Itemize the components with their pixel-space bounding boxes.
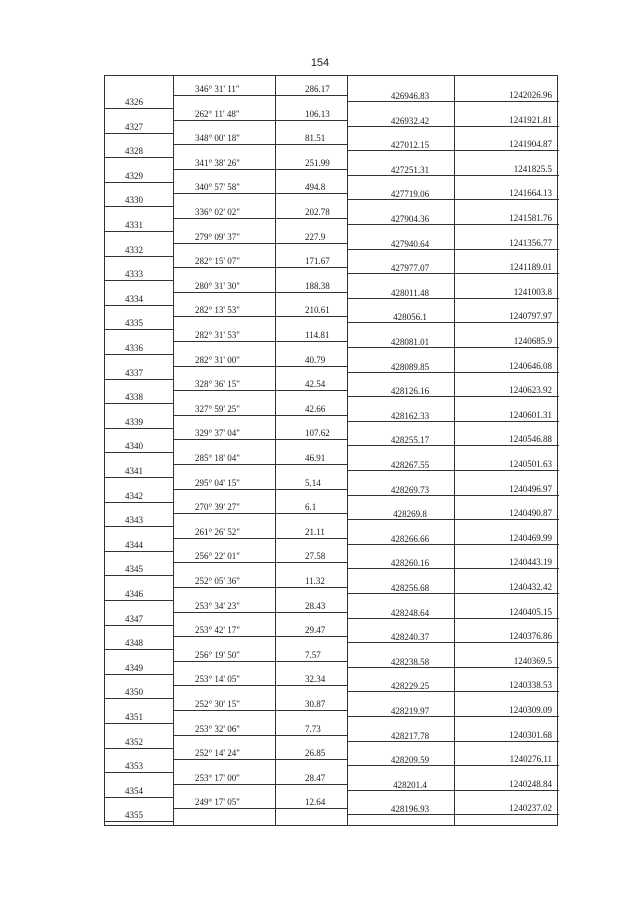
row-divider [347, 175, 559, 176]
point-id: 4329 [125, 170, 143, 181]
northing-value: 428266.66 [390, 533, 430, 544]
row-divider [347, 691, 559, 692]
easting-value: 1240376.86 [509, 631, 552, 642]
bearing-value: 328° 36' 15" [195, 379, 240, 390]
point-id: 4341 [125, 466, 143, 476]
point-id: 4340 [125, 441, 143, 452]
row-divider [173, 562, 347, 563]
northing-value: 428248.64 [390, 607, 430, 618]
row-divider [173, 464, 347, 465]
row-divider [173, 636, 347, 637]
row-divider [105, 674, 173, 675]
easting-value: 1240405.15 [509, 606, 552, 617]
northing-value: 428240.37 [390, 632, 430, 643]
northing-value: 428089.85 [390, 361, 430, 372]
easting-value: 1242026.96 [509, 90, 552, 100]
distance-value: 32.34 [305, 674, 326, 685]
row-divider [347, 298, 559, 299]
row-divider [105, 821, 173, 822]
northing-value: 426946.83 [390, 91, 430, 101]
row-divider [105, 280, 173, 281]
northing-value: 428201.4 [393, 779, 427, 790]
point-id: 4330 [125, 195, 143, 206]
bearing-value: 279° 09' 37" [195, 231, 240, 242]
row-divider [347, 322, 559, 323]
distance-value: 494.8 [305, 182, 326, 193]
row-divider [173, 513, 347, 514]
row-divider [173, 415, 347, 416]
row-divider [173, 144, 347, 145]
distance-value: 5.14 [305, 477, 321, 488]
row-divider [347, 667, 559, 668]
row-divider [173, 95, 347, 96]
bearing-value: 262° 11' 48" [195, 108, 240, 119]
row-divider [173, 612, 347, 613]
easting-value: 1240469.99 [509, 532, 552, 543]
row-divider [347, 814, 559, 815]
row-divider [173, 661, 347, 662]
row-divider [173, 292, 347, 293]
row-divider [347, 618, 559, 619]
easting-value: 1241825.5 [513, 163, 552, 174]
northing-value: 428260.16 [390, 558, 430, 569]
bearing-value: 348° 00' 18" [195, 133, 240, 144]
bearing-value: 282° 31' 00" [195, 354, 240, 365]
bearing-value: 252° 14' 24" [195, 748, 240, 759]
bearing-value: 282° 13' 53" [195, 305, 240, 316]
distance-value: 107.62 [305, 428, 330, 439]
row-divider [105, 157, 173, 158]
easting-value: 1240432.42 [509, 582, 552, 592]
row-divider [173, 439, 347, 440]
page-number: 154 [310, 57, 330, 69]
easting-value: 1240501.63 [509, 459, 552, 469]
easting-value: 1240301.68 [509, 729, 552, 740]
distance-value: 227.9 [305, 231, 326, 242]
point-id: 4328 [125, 146, 143, 157]
row-divider [105, 379, 173, 380]
point-id: 4349 [125, 662, 143, 673]
northing-value: 428126.16 [390, 386, 430, 397]
easting-value: 1241581.76 [509, 213, 552, 223]
distance-value: 286.17 [305, 84, 330, 94]
row-divider [105, 600, 173, 601]
row-divider [173, 169, 347, 170]
row-divider [105, 772, 173, 773]
point-id: 4352 [125, 736, 143, 747]
point-id: 4339 [125, 416, 143, 427]
easting-value: 1241189.01 [509, 262, 552, 273]
row-divider [173, 808, 347, 809]
point-id: 4347 [125, 613, 143, 624]
distance-value: 188.38 [305, 280, 330, 291]
row-divider [105, 698, 173, 699]
row-divider [173, 710, 347, 711]
bearing-value: 253° 17' 00" [195, 772, 240, 783]
bearing-value: 253° 32' 06" [195, 723, 240, 734]
row-divider [347, 372, 559, 373]
easting-value: 1240309.09 [509, 705, 552, 715]
northing-value: 426932.42 [390, 115, 430, 126]
row-divider [173, 366, 347, 367]
point-id: 4355 [125, 810, 143, 821]
distance-value: 11.32 [305, 576, 325, 586]
bearing-value: 341° 38' 26" [195, 157, 240, 168]
northing-value: 427719.06 [390, 189, 430, 200]
distance-value: 27.58 [305, 551, 326, 562]
bearing-value: 253° 14' 05" [195, 674, 240, 685]
row-divider [105, 403, 173, 404]
row-divider [173, 759, 347, 760]
distance-value: 202.78 [305, 207, 330, 217]
column-divider [347, 76, 348, 825]
row-divider [347, 593, 559, 594]
bearing-value: 282° 31' 53" [195, 330, 240, 340]
row-divider [105, 329, 173, 330]
row-divider [347, 495, 559, 496]
row-divider [347, 224, 559, 225]
row-divider [173, 685, 347, 686]
bearing-value: 329° 37' 04" [195, 428, 240, 439]
point-id: 4335 [125, 318, 143, 329]
bearing-value: 346° 31' 11" [195, 84, 240, 94]
distance-value: 251.99 [305, 157, 330, 168]
row-divider [347, 421, 559, 422]
distance-value: 29.47 [305, 625, 326, 636]
point-id: 4345 [125, 564, 143, 575]
distance-value: 106.13 [305, 108, 330, 119]
row-divider [173, 267, 347, 268]
row-divider [105, 133, 173, 134]
row-divider [173, 390, 347, 391]
bearing-value: 252° 05' 36" [195, 576, 240, 586]
distance-value: 210.61 [305, 305, 330, 316]
row-divider [347, 790, 559, 791]
row-divider [347, 544, 559, 545]
row-divider [173, 120, 347, 121]
row-divider [105, 526, 173, 527]
point-id: 4337 [125, 367, 143, 378]
point-id: 4350 [125, 687, 143, 698]
row-divider [173, 218, 347, 219]
bearing-value: 340° 57' 58" [195, 182, 240, 193]
row-divider [347, 716, 559, 717]
row-divider [105, 108, 173, 109]
point-id: 4351 [125, 712, 143, 722]
row-divider [347, 642, 559, 643]
row-divider [347, 519, 559, 520]
row-divider [173, 587, 347, 588]
row-divider [105, 625, 173, 626]
row-divider [105, 354, 173, 355]
point-id: 4334 [125, 293, 143, 304]
point-id: 4353 [125, 761, 143, 772]
row-divider [105, 502, 173, 503]
northing-value: 428209.59 [390, 755, 430, 766]
easting-value: 1240276.11 [509, 754, 552, 765]
bearing-value: 282° 15' 07" [195, 256, 240, 267]
row-divider [105, 206, 173, 207]
distance-value: 7.57 [305, 649, 321, 660]
row-divider [347, 568, 559, 569]
point-id: 4338 [125, 392, 143, 403]
row-divider [173, 243, 347, 244]
distance-value: 30.87 [305, 699, 326, 709]
distance-value: 114.81 [305, 330, 330, 340]
point-id: 4327 [125, 121, 143, 132]
easting-value: 1241921.81 [509, 114, 552, 125]
point-id: 4336 [125, 343, 143, 353]
column-divider [173, 76, 174, 825]
point-id: 4343 [125, 515, 143, 526]
row-divider [105, 231, 173, 232]
easting-value: 1240237.02 [509, 803, 552, 814]
row-divider [105, 452, 173, 453]
northing-value: 428217.78 [390, 730, 430, 741]
northing-value: 428011.48 [391, 287, 429, 298]
point-id: 4326 [125, 97, 143, 107]
northing-value: 427012.15 [390, 140, 430, 151]
point-id: 4346 [125, 589, 143, 599]
bearing-value: 336° 02' 02" [195, 207, 240, 217]
row-divider [105, 551, 173, 552]
northing-value: 428269.73 [390, 484, 430, 495]
distance-value: 42.66 [305, 403, 326, 414]
bearing-value: 270° 39' 27" [195, 502, 240, 513]
easting-value: 1240623.92 [509, 385, 552, 396]
row-divider [347, 396, 559, 397]
row-divider [173, 316, 347, 317]
northing-value: 428267.55 [390, 460, 430, 470]
easting-value: 1241904.87 [509, 139, 552, 150]
row-divider [105, 797, 173, 798]
bearing-value: 252° 30' 15" [195, 699, 240, 709]
point-id: 4344 [125, 539, 143, 550]
easting-value: 1240248.84 [509, 778, 552, 789]
northing-value: 427977.07 [390, 263, 430, 274]
distance-value: 81.51 [305, 133, 326, 144]
northing-value: 428219.97 [390, 706, 430, 716]
bearing-value: 253° 34' 23" [195, 600, 240, 611]
row-divider [173, 489, 347, 490]
distance-value: 12.64 [305, 797, 326, 808]
easting-value: 1240601.31 [509, 409, 552, 420]
bearing-value: 261° 26' 52" [195, 526, 240, 537]
distance-value: 28.47 [305, 772, 326, 783]
bearing-value: 253° 42' 17" [195, 625, 240, 636]
northing-value: 428056.1 [393, 312, 427, 323]
row-divider [105, 477, 173, 478]
distance-value: 171.67 [305, 256, 330, 267]
bearing-value: 280° 31' 30" [195, 280, 240, 291]
northing-value: 428162.33 [390, 410, 430, 421]
distance-value: 26.85 [305, 748, 326, 759]
row-divider [105, 723, 173, 724]
bearing-value: 295° 04' 15" [195, 477, 240, 488]
survey-table [104, 75, 558, 826]
point-id: 4332 [125, 244, 143, 255]
distance-value: 40.79 [305, 354, 326, 365]
row-divider [173, 538, 347, 539]
easting-value: 1240490.87 [509, 508, 552, 519]
easting-value: 1240496.97 [509, 483, 552, 494]
row-divider [105, 256, 173, 257]
row-divider [173, 341, 347, 342]
distance-value: 46.91 [305, 453, 326, 463]
point-id: 4333 [125, 269, 143, 280]
bearing-value: 256° 19' 50" [195, 649, 240, 660]
northing-value: 428196.93 [390, 804, 430, 815]
easting-value: 1241003.8 [513, 286, 552, 297]
easting-value: 1241664.13 [509, 188, 552, 199]
row-divider [347, 741, 559, 742]
distance-value: 7.73 [305, 723, 321, 734]
northing-value: 427904.36 [390, 214, 430, 224]
row-divider [105, 182, 173, 183]
point-id: 4354 [125, 785, 143, 796]
point-id: 4348 [125, 638, 143, 649]
row-divider [105, 575, 173, 576]
row-divider [173, 784, 347, 785]
row-divider [173, 193, 347, 194]
row-divider [347, 765, 559, 766]
bearing-value: 249° 17' 05" [195, 797, 240, 808]
northing-value: 428256.68 [390, 583, 430, 593]
row-divider [347, 273, 559, 274]
northing-value: 428238.58 [390, 656, 430, 667]
easting-value: 1240685.9 [513, 336, 552, 346]
distance-value: 42.54 [305, 379, 326, 390]
row-divider [105, 428, 173, 429]
column-divider [275, 76, 276, 825]
northing-value: 428255.17 [390, 435, 430, 446]
bearing-value: 327° 59' 25" [195, 403, 240, 414]
row-divider [105, 748, 173, 749]
northing-value: 427251.31 [390, 164, 430, 175]
distance-value: 21.11 [305, 526, 325, 537]
row-divider [347, 150, 559, 151]
point-id: 4331 [125, 220, 143, 230]
easting-value: 1240369.5 [513, 655, 552, 666]
northing-value: 428081.01 [390, 337, 430, 347]
easting-value: 1240338.53 [509, 680, 552, 691]
row-divider [347, 470, 559, 471]
easting-value: 1240646.08 [509, 360, 552, 371]
row-divider [347, 199, 559, 200]
easting-value: 1240546.88 [509, 434, 552, 445]
northing-value: 428229.25 [390, 681, 430, 692]
row-divider [347, 126, 559, 127]
row-divider [173, 735, 347, 736]
easting-value: 1240797.97 [509, 311, 552, 322]
easting-value: 1241356.77 [509, 237, 552, 248]
row-divider [347, 347, 559, 348]
row-divider [347, 101, 559, 102]
northing-value: 428269.8 [393, 509, 427, 520]
distance-value: 6.1 [305, 502, 317, 513]
bearing-value: 256° 22' 01" [195, 551, 240, 562]
northing-value: 427940.64 [390, 238, 430, 249]
easting-value: 1240443.19 [509, 557, 552, 568]
distance-value: 28.43 [305, 600, 326, 611]
bearing-value: 285° 18' 04" [195, 453, 240, 463]
row-divider [347, 249, 559, 250]
point-id: 4342 [125, 490, 143, 501]
row-divider [347, 445, 559, 446]
row-divider [105, 649, 173, 650]
row-divider [105, 305, 173, 306]
